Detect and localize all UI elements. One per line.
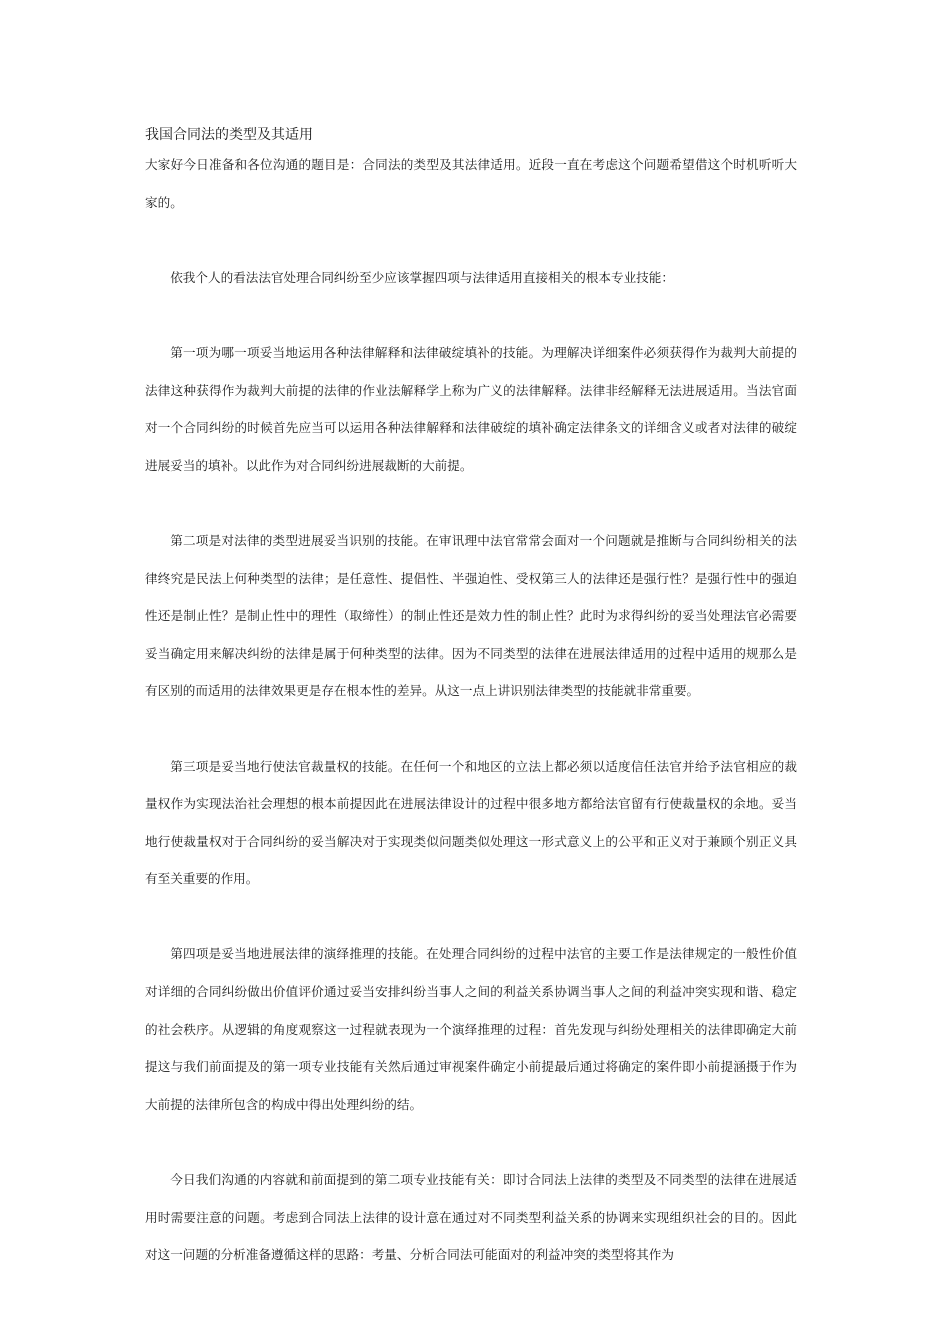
paragraph-gap [145,296,797,334]
document-page [145,124,797,1274]
body-paragraph-1: 依我个人的看法法官处理合同纠纷至少应该掌握四项与法律适用直接相关的根本专业技能： [170,269,674,285]
paragraph-gap [145,710,797,748]
document-title: 我国合同法的类型及其适用 [145,127,313,143]
paragraph-gap [145,484,797,522]
intro-paragraph: 大家好今日准备和各位沟通的题目是：合同法的类型及其法律适用。近段一直在考虑这个问题希望借这个时机听听大家的。 [145,157,797,210]
paragraph-gap [145,1123,797,1161]
body-paragraph-5: 第四项是妥当地进展法律的演绎推理的技能。在处理合同纠纷的过程中法官的主要工作是法律规定的一般性价值对详细的合同纠纷做出价值评价通过妥当安排纠纷当事人之间的利益关系协调当事人之间的利益冲突实现和谐、稳定的社会秩序。从逻辑的角度观察这一过程就表现为一个演绎推理的过程：首先发现与纠纷处理相关的法律即确定大前提这与我们前面提及的第一项专业技能有关然后通过审视案件确定小前提最后通过将确定的案件即小前提涵摄于作为大前提的法律所包含的构成中得出处理纠纷的结。 [145,946,797,1112]
body-paragraph-2: 第一项为哪一项妥当地运用各种法律解释和法律破绽填补的技能。为理解决详细案件必须获得作为裁判大前提的法律这种获得作为裁判大前提的法律的作业法解释学上称为广义的法律解释。法律非经解释无法进展适用。当法官面对一个合同纠纷的时候首先应当可以运用各种法律解释和法律破绽的填补确定法律条文的详细含义或者对法律的破绽进展妥当的填补。以此作为对合同纠纷进展裁断的大前提。 [145,344,797,473]
body-paragraph-4: 第三项是妥当地行使法官裁量权的技能。在任何一个和地区的立法上都必须以适度信任法官并给予法官相应的裁量权作为实现法治社会理想的根本前提因此在进展法律设计的过程中很多地方都给法官留有行使裁量权的余地。妥当地行使裁量权对于合同纠纷的妥当解决对于实现类似问题类似处理这一形式意义上的公平和正义对于兼顾个别正义具有至关重要的作用。 [145,758,797,887]
body-paragraph-3: 第二项是对法律的类型进展妥当识别的技能。在审讯理中法官常常会面对一个问题就是推断与合同纠纷相关的法律终究是民法上何种类型的法律；是任意性、提倡性、半强迫性、受权第三人的法律还是强行性？是强行性中的强迫性还是制止性？是制止性中的理性（取缔性）的制止性还是效力性的制止性？此时为求得纠纷的妥当处理法官必需要妥当确定用来解决纠纷的法律是属于何种类型的法律。因为不同类型的法律在进展法律适用的过程中适用的规那么是有区别的而适用的法律效果更是存在根本性的差异。从这一点上讲识别法律类型的技能就非常重要。 [145,532,797,699]
paragraph-gap [145,898,797,936]
paragraph-gap [145,221,797,259]
body-paragraph-6: 今日我们沟通的内容就和前面提到的第二项专业技能有关：即讨合同法上法律的类型及不同类型的法律在进展适用时需要注意的问题。考虑到合同法上法律的设计意在通过对不同类型利益关系的协调来实现组织社会的目的。因此对这一问题的分析准备遵循这样的思路：考量、分析合同法可能面对的利益冲突的类型将其作为 [145,1172,797,1263]
